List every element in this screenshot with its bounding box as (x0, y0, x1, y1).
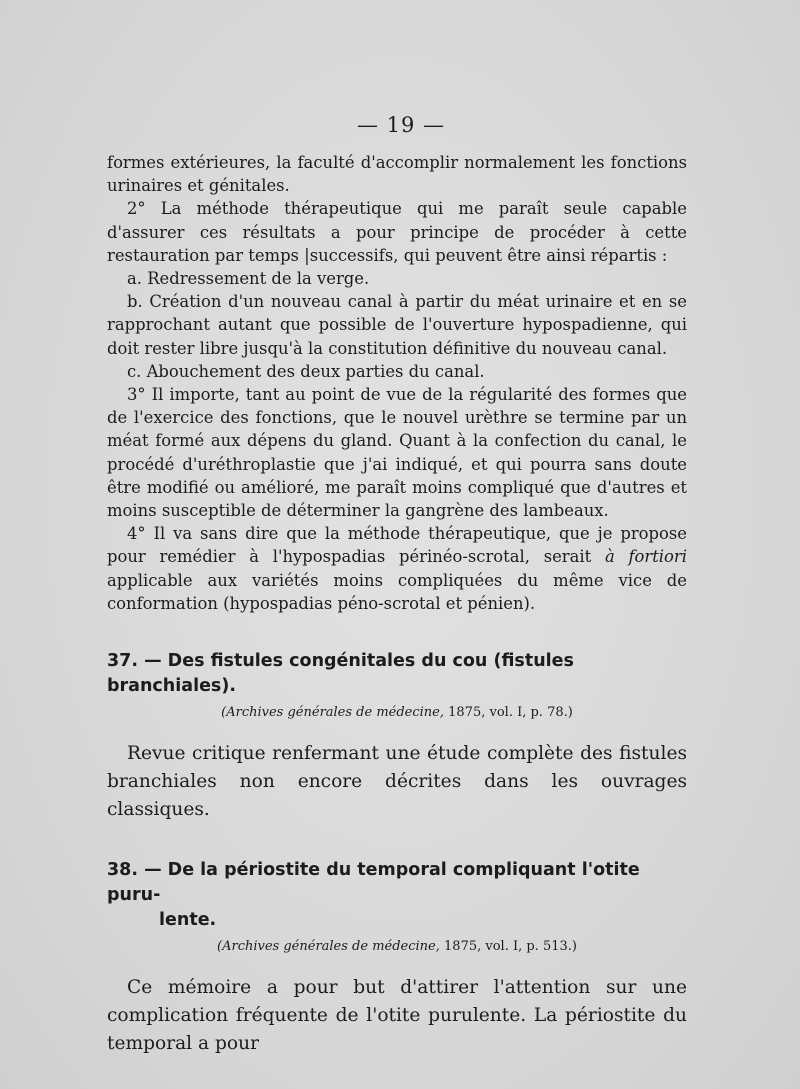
paragraph: a. Redressement de la verge. (127, 269, 370, 289)
intro-text (107, 151, 687, 615)
paragraph-text: 4° Il va sans dire que la méthode thérapeutique, que je propose pour remédier à l'hypospadias périnéo-scrotal, serait (107, 524, 687, 567)
page-content (107, 113, 687, 1058)
citation-details: 1875, vol. I, p. 78.) (444, 705, 573, 721)
section-heading (107, 649, 687, 699)
section-heading (107, 858, 687, 933)
citation (107, 939, 687, 954)
citation-source: (Archives générales de médecine, (221, 705, 445, 721)
citation-source: (Archives générales de médecine, (217, 939, 440, 955)
paragraph: formes extérieures, la faculté d'accomplir normalement les fonctions urinaires et génitales. (107, 153, 687, 196)
paragraph: 2° La méthode thérapeutique qui me paraît seule capable d'assurer ces résultats a pour principe de procéder à cette restauration par temps |successifs, qui peuvent être ainsi répartis : (107, 199, 687, 265)
section-38 (107, 858, 687, 1058)
paragraph: 3° Il importe, tant au point de vue de la régularité des formes que de l'exercice des fonctions, que le nouvel urèthre se termine par un méat formé aux dépens du gland. Quant à la confection du canal, le procédé d'uréthroplastie que j'ai indiqué, et qui pourra sans doute être modifié ou amélioré, me paraît moins compliqué que d'autres et moins susceptible de déterminer la gangrène des lambeaux. (107, 385, 687, 521)
heading-line: 37. — Des fistules congénitales du cou (fistules branchiales). (107, 651, 574, 697)
section-37 (107, 649, 687, 824)
italic-text: à fortiori (604, 547, 687, 567)
section-body: Revue critique renfermant une étude complète des fistules branchiales non encore décrites dans les ouvrages classiques. (107, 743, 687, 821)
heading-line: lente. (159, 910, 217, 931)
heading-line: 38. — De la périostite du temporal compliquant l'otite puru- (107, 860, 640, 906)
page-number: — 19 — (356, 113, 446, 137)
citation (107, 705, 687, 720)
paragraph: c. Abouchement des deux parties du canal. (127, 361, 485, 381)
citation-details: 1875, vol. I, p. 513.) (439, 939, 577, 955)
section-body: Ce mémoire a pour but d'attirer l'attention sur une complication fréquente de l'otite purulente. La périostite du temporal a pour (107, 977, 687, 1055)
paragraph (107, 522, 687, 615)
paragraph-text: applicable aux variétés moins compliquées du même vice de conformation (hypospadias péno-scrotal et pénien). (107, 570, 687, 613)
paragraph: b. Création d'un nouveau canal à partir du méat urinaire et en se rapprochant autant que possible de l'ouverture hypospadienne, qui doit rester libre jusqu'à la constitution définitive du nouveau canal. (107, 292, 687, 358)
